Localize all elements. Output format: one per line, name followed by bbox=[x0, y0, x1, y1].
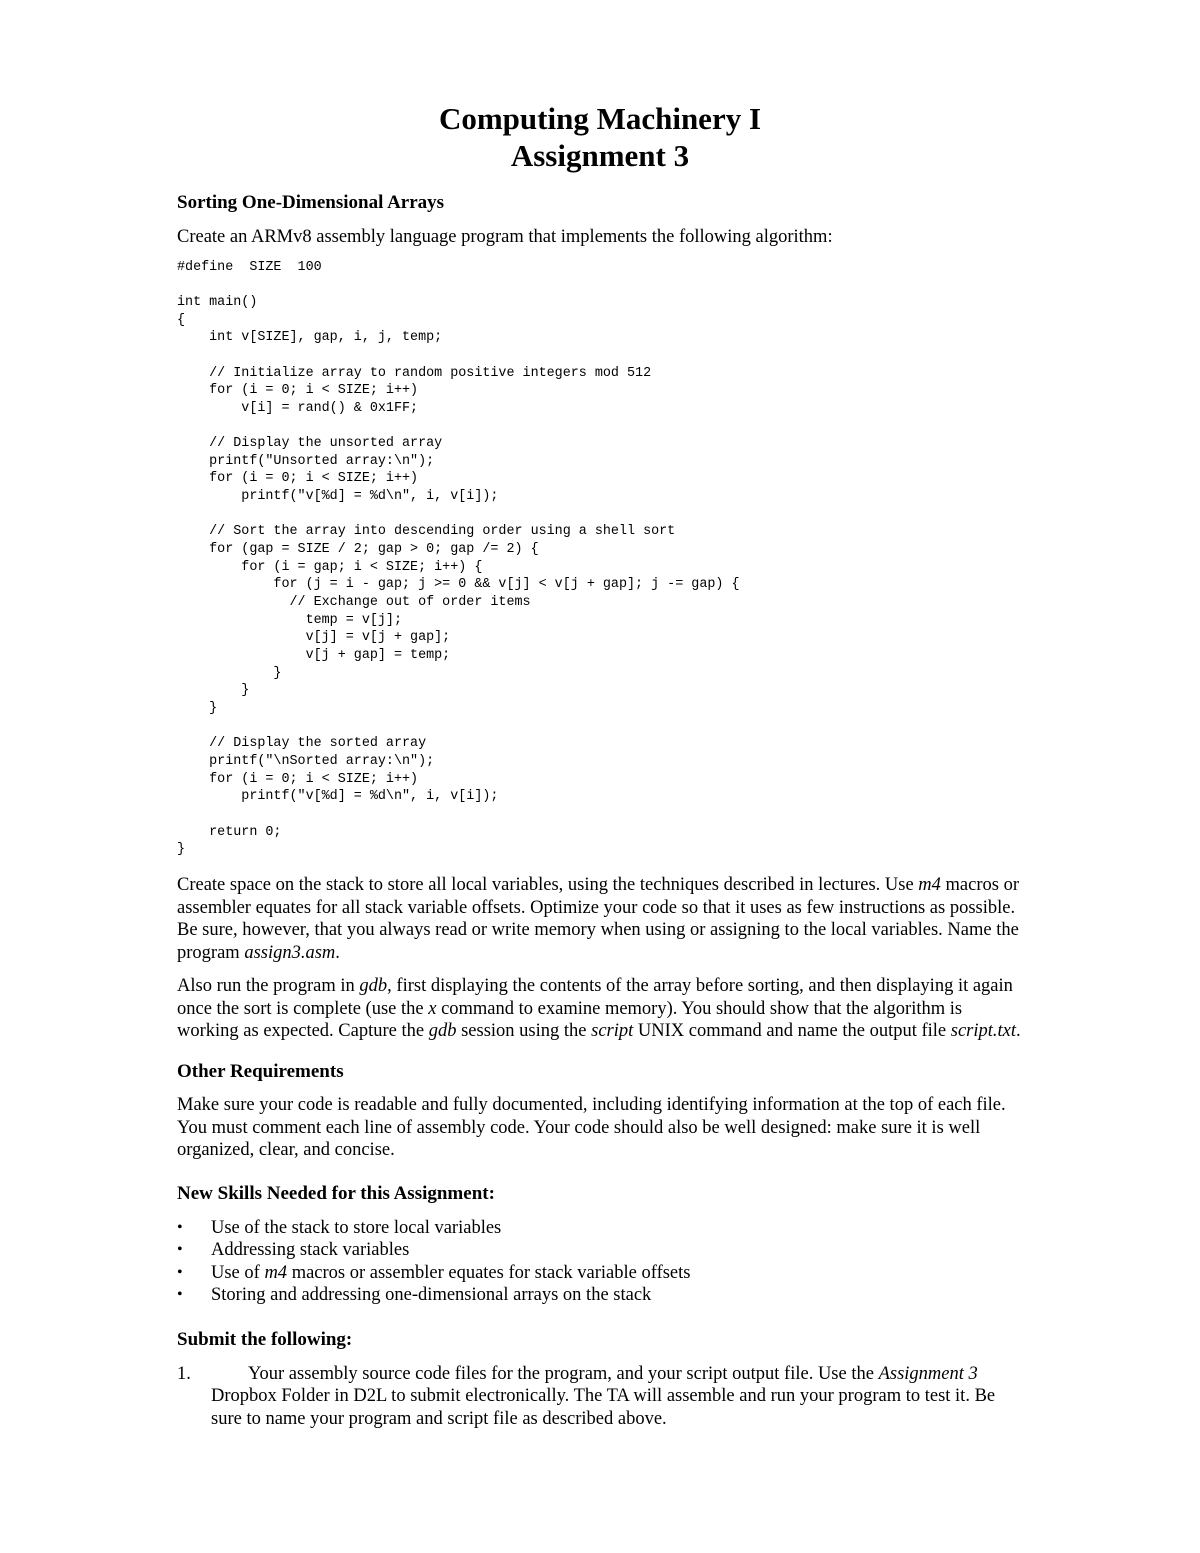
section-heading-submit: Submit the following: bbox=[177, 1328, 353, 1350]
other-requirements-paragraph: Make sure your code is readable and fully documented, including identifying information at the top of each file. You must comment each line of assembly code. Your code should also be well designed: make sure it is well organized, clear, and concise. bbox=[177, 1095, 1006, 1161]
p2-text-e: UNIX command and name the output file bbox=[633, 1021, 951, 1042]
list-item bbox=[177, 1217, 1027, 1240]
submit-text-a: Your assembly source code files for the program, and your script output file. Use the bbox=[248, 1363, 879, 1384]
submit-text-b: Dropbox Folder in D2L to submit electronically. The TA will assemble and run your program to test it. Be sure to name your program and script file as described above. bbox=[211, 1386, 996, 1430]
skills-list bbox=[177, 1217, 1027, 1307]
p2-x: x bbox=[428, 998, 437, 1019]
c-code-listing: #define SIZE 100 int main() { int v[SIZE], gap, i, j, temp; // Initialize array to random positive integers mod 512 for (i = 0; i < SIZE; i++) v[i] = rand() & 0x1FF; // Display the unsorted array printf("Unsorted array:\n"); for (i = 0; i < SIZE; i++) printf("v[%d] = %d\n", i, v[i]); // Sort the array into descending order using a shell sort for (gap = SIZE / 2; gap > 0; gap /= 2) { for (i = gap; i < SIZE; i++) { for (j = i - gap; j >= 0 && v[j] < v[j + gap]; j -= gap) { // Exchange out of order items temp = v[j]; v[j] = v[j + gap]; v[j + gap] = temp; } } } // Display the sorted array printf("\nSorted array:\n"); for (i = 0; i < SIZE; i++) printf("v[%d] = %d\n", i, v[i]); return 0; } bbox=[177, 259, 740, 858]
p2-scriptfile: script.txt bbox=[950, 1021, 1017, 1042]
p1-text-b: macros or assembler equates for all stack variable offsets. Optimize your code so that it uses as few instructions as possible. Be sure, however, that you always read or write memory when using or assigning to the local variables. Name the program bbox=[177, 874, 1020, 963]
stack-instructions-paragraph bbox=[177, 874, 1027, 964]
bullet-icon: • bbox=[177, 1263, 183, 1281]
p2-text-d: session using the bbox=[456, 1021, 592, 1042]
bullet-icon: • bbox=[177, 1286, 183, 1304]
p1-m4: m4 bbox=[918, 874, 941, 895]
assignment-title: Assignment 3 bbox=[510, 138, 690, 173]
bullet-icon: • bbox=[177, 1241, 183, 1259]
skill-text-b: macros or assembler equates for stack variable offsets bbox=[287, 1262, 691, 1283]
bullet-icon: • bbox=[177, 1218, 183, 1236]
skill-m4: m4 bbox=[264, 1262, 288, 1283]
list-item bbox=[177, 1284, 1027, 1307]
submit-item-1 bbox=[177, 1363, 1027, 1431]
section-heading-new-skills: New Skills Needed for this Assignment: bbox=[177, 1182, 495, 1204]
list-item bbox=[177, 1239, 1027, 1262]
p2-text-c: command to examine memory). You should show that the algorithm is working as expected. Capture the bbox=[177, 998, 963, 1042]
p2-gdb1: gdb bbox=[359, 976, 388, 997]
p2-script: script bbox=[591, 1021, 634, 1042]
p1-text-c: . bbox=[335, 942, 340, 963]
skill-text: Use of the stack to store local variables bbox=[211, 1217, 502, 1238]
skill-text: Addressing stack variables bbox=[211, 1240, 410, 1261]
skill-text-a: Use of bbox=[211, 1262, 265, 1283]
submit-assignment-name: Assignment 3 bbox=[878, 1363, 978, 1384]
section-heading-other-requirements: Other Requirements bbox=[177, 1061, 344, 1083]
p2-text-f: . bbox=[1016, 1021, 1021, 1042]
document-page bbox=[177, 100, 1027, 1431]
item-number: 1. bbox=[177, 1363, 191, 1384]
p2-gdb2: gdb bbox=[428, 1021, 457, 1042]
section-heading-sorting: Sorting One-Dimensional Arrays bbox=[177, 192, 445, 213]
p1-filename: assign3.asm bbox=[244, 942, 336, 963]
skill-text: Storing and addressing one-dimensional arrays on the stack bbox=[211, 1285, 652, 1306]
p2-text-b: , first displaying the contents of the array before sorting, and then displaying it again once the sort is complete (use the bbox=[177, 976, 1013, 1019]
document-title bbox=[0, 100, 1200, 174]
list-item bbox=[177, 1262, 1027, 1285]
course-title: Computing Machinery I bbox=[438, 101, 762, 136]
p1-text-a: Create space on the stack to store all local variables, using the techniques described in lectures. Use bbox=[177, 874, 919, 895]
gdb-instructions-paragraph bbox=[177, 975, 1027, 1043]
p2-text-a: Also run the program in bbox=[177, 976, 360, 997]
intro-paragraph: Create an ARMv8 assembly language program that implements the following algorithm: bbox=[177, 227, 833, 247]
